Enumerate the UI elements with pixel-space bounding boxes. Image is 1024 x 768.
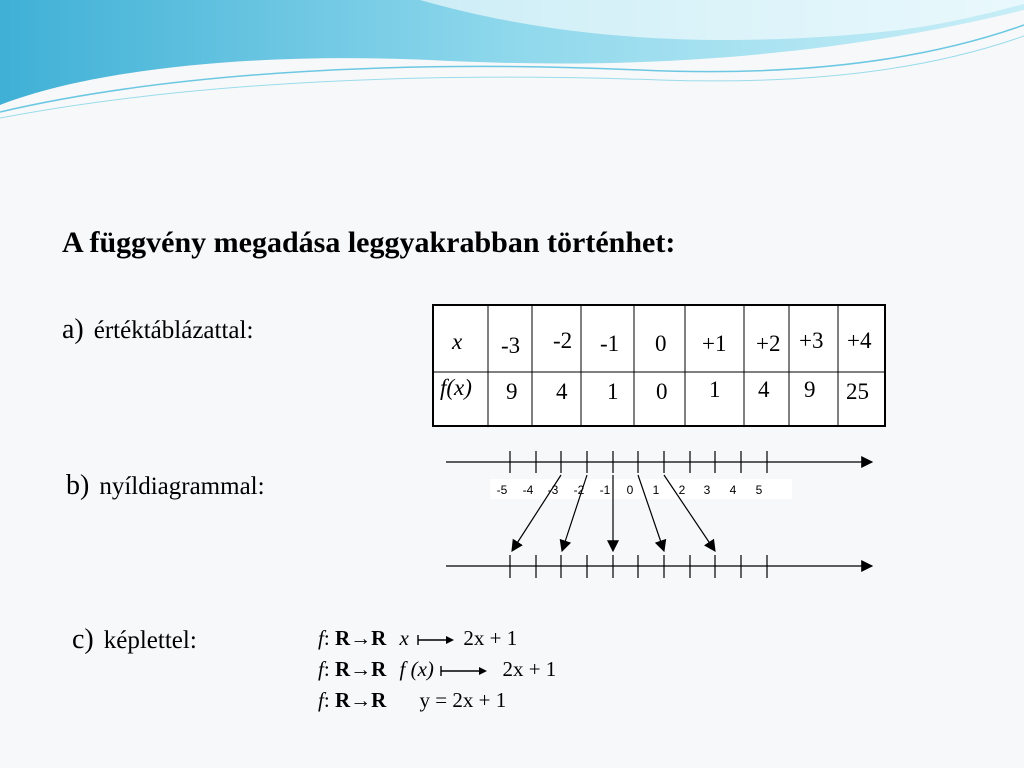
formula-f: f: [318, 688, 324, 712]
formula-1: f: R→R x 2x + 1: [318, 626, 518, 650]
item-a: [62, 314, 253, 346]
item-b-text: nyíldiagrammal:: [99, 473, 265, 500]
item-a-label: a): [62, 314, 84, 345]
item-c: [72, 624, 197, 656]
number-label: 1: [652, 483, 660, 497]
number-label: -2: [573, 483, 585, 497]
number-label: 5: [755, 483, 763, 497]
formula-f: f: [318, 657, 324, 681]
table-fx-cell: 1: [709, 377, 721, 402]
formula-expr: y = 2x + 1: [419, 688, 507, 712]
table-fx-cell: 4: [556, 379, 568, 404]
table-x-cell: +1: [702, 331, 727, 356]
arrow-diagram: [440, 445, 880, 585]
number-label: -3: [547, 483, 559, 497]
table-x-cell: +2: [756, 331, 781, 356]
formula-lhs: f (x): [399, 657, 434, 681]
table-fx-cell: 9: [506, 379, 518, 404]
formula-rhs: 2x + 1: [463, 626, 518, 650]
item-a-text: értéktáblázattal:: [93, 317, 254, 344]
table-x-cell: 0: [655, 331, 667, 356]
table-x-cell: +3: [799, 328, 824, 353]
number-label: 4: [729, 483, 737, 497]
formula-2: f: R→R f (x) 2x + 1: [318, 657, 557, 681]
table-x-cell: +4: [847, 328, 872, 353]
formula-lhs: x: [399, 626, 409, 650]
number-label: 0: [626, 483, 634, 497]
item-b: [66, 470, 265, 502]
table-fx-cell: 1: [607, 379, 619, 404]
number-label: -5: [496, 483, 508, 497]
header-wave-decoration: [0, 0, 1024, 130]
table-fx-cell: 25: [846, 379, 869, 404]
item-c-text: képlettel:: [103, 627, 197, 654]
table-x-cell: -3: [501, 333, 521, 358]
number-label: 3: [703, 483, 711, 497]
table-fx-cell: 0: [656, 379, 668, 404]
item-c-label: c): [72, 624, 94, 655]
formula-sets: R→R: [334, 657, 387, 681]
value-table: [432, 304, 886, 427]
number-label: 2: [678, 483, 686, 497]
number-label: -4: [522, 483, 534, 497]
table-fx-cell: 9: [804, 377, 816, 402]
table-fx-cell: 4: [758, 377, 770, 402]
item-b-label: b): [66, 470, 90, 501]
formula-rhs: 2x + 1: [502, 657, 557, 681]
number-label: -1: [599, 483, 611, 497]
formula-sets: R→R: [334, 626, 387, 650]
formula-3: f: R→R y = 2x + 1: [318, 688, 507, 712]
arrow-diagram-lines: [440, 445, 880, 585]
maps-to-arrow-icon: [439, 664, 489, 678]
formula-sets: R→R: [334, 688, 387, 712]
table-x-cell: -2: [553, 328, 573, 353]
value-table-grid: [432, 304, 886, 427]
formula-f: f: [318, 626, 324, 650]
table-x-cell: -1: [600, 331, 620, 356]
maps-to-arrow-icon: [416, 633, 456, 647]
slide-title: A függvény megadása leggyakrabban történhet:: [62, 226, 676, 259]
table-header-fx: f(x): [440, 375, 472, 400]
table-header-x: x: [452, 329, 463, 354]
